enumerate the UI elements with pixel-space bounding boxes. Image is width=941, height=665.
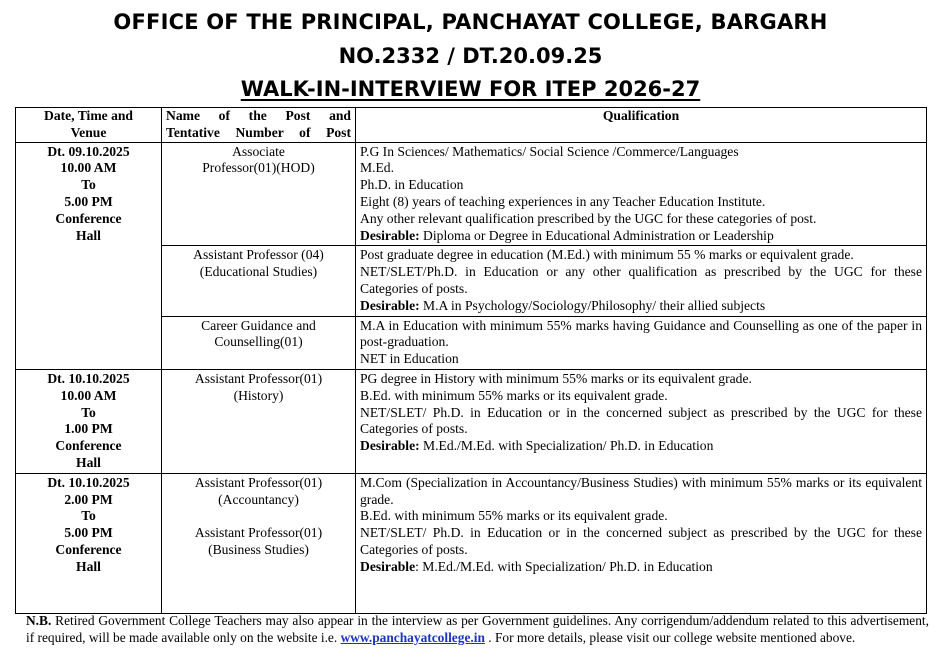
venue-line: 1.00 PM <box>64 421 113 437</box>
header-venue-line: Date, Time and <box>44 108 133 123</box>
table-row <box>16 369 927 473</box>
venue-line: Dt. 10.10.2025 <box>47 370 130 386</box>
venue-line: 5.00 PM <box>64 193 113 209</box>
footnote <box>26 612 929 646</box>
footnote-label: N.B. <box>26 613 52 628</box>
desirable-label: Desirable: <box>360 438 420 454</box>
post-line: (Business Studies) <box>208 542 309 558</box>
qualification-line: PG degree in History with minimum 55% marks or its equivalent grade. <box>360 370 752 386</box>
table-row <box>16 473 927 613</box>
header-post-line: Name of the Post and <box>166 108 351 123</box>
office-title: OFFICE OF THE PRINCIPAL, PANCHAYAT COLLEGE, BARGARH <box>113 10 828 34</box>
qualification-line: NET/SLET/ Ph.D. in Education or in the concerned subject as prescribed by the UGC for these Categories of posts. <box>360 525 922 557</box>
qualification-cell <box>356 246 927 316</box>
post-cell <box>162 316 356 369</box>
qualification-line: NET/SLET/ Ph.D. in Education or in the concerned subject as prescribed by the UGC for these Categories of posts. <box>360 404 922 437</box>
notice-heading <box>0 77 941 101</box>
desirable-line <box>360 559 922 576</box>
post-line: Assistant Professor(01) <box>194 474 323 490</box>
venue-line: Dt. 10.10.2025 <box>47 474 130 490</box>
qualification-line: Post graduate degree in education (M.Ed.) with minimum 55 % marks or equivalent grade. <box>360 247 854 263</box>
venue-line: Conference <box>55 541 122 557</box>
venue-line: 2.00 PM <box>64 491 113 507</box>
venue-line: 10.00 AM <box>60 387 117 403</box>
qualification-cell <box>356 316 927 369</box>
desirable-text: : M.Ed./M.Ed. with Specialization/ Ph.D. in Education <box>415 558 713 574</box>
qualification-line: B.Ed. with minimum 55% marks or its equivalent grade. <box>360 387 668 403</box>
desirable-label: Desirable: <box>360 297 420 313</box>
post-line: (Accountancy) <box>218 491 299 507</box>
qualification-line: NET in Education <box>360 351 459 367</box>
venue-line: Dt. 09.10.2025 <box>47 143 130 159</box>
header-venue <box>16 108 162 143</box>
qualification-line: M.Com (Specialization in Accountancy/Business Studies) with minimum 55% marks or its equivalent grade. <box>360 474 922 507</box>
post-line: (History) <box>233 387 284 403</box>
qualification-cell <box>356 142 927 246</box>
desirable-label: Desirable <box>360 558 416 574</box>
qualification-line: Ph.D. in Education <box>360 177 464 193</box>
qualification-cell <box>356 473 927 613</box>
header-venue-line: Venue <box>70 124 107 140</box>
post-line: Assistant Professor (04) <box>193 247 324 263</box>
header-post <box>162 108 356 143</box>
venue-cell <box>16 369 162 473</box>
venue-cell <box>16 473 162 613</box>
desirable-line <box>360 438 922 455</box>
venue-cell <box>16 142 162 369</box>
website-link[interactable]: www.panchayatcollege.in <box>340 630 485 645</box>
footnote-text-end: . For more details, please visit our college website mentioned above. <box>484 630 856 645</box>
footnote-text: Retired Government College Teachers may also appear in the interview as per Government guidelines. Any corrigendum/addendum related to this advertisement, if required, will be made available only on the website i.e. <box>26 613 929 645</box>
venue-line: To <box>81 177 96 193</box>
notice-number: NO.2332 / DT.20.09.25 <box>338 44 603 68</box>
qualification-line: B.Ed. with minimum 55% marks or its equivalent grade. <box>360 508 668 524</box>
post-line: Assistant Professor(01) <box>194 370 323 386</box>
desirable-line <box>360 298 922 315</box>
venue-line: Conference <box>55 438 122 454</box>
header-qualification: Qualification <box>356 108 927 143</box>
desirable-line <box>360 228 922 245</box>
qualification-line: NET/SLET/Ph.D. in Education or any other qualification as prescribed by the UGC for these Categories of posts. <box>360 264 922 296</box>
post-cell <box>162 369 356 473</box>
post-line: (Educational Studies) <box>199 264 318 280</box>
desirable-text: M.Ed./M.Ed. with Specialization/ Ph.D. in Education <box>419 438 714 454</box>
qualification-cell <box>356 369 927 473</box>
post-cell <box>162 246 356 316</box>
post-line: Professor(01)(HOD) <box>202 160 315 176</box>
qualification-line: M.Ed. <box>360 160 394 176</box>
notice-heading-text: WALK-IN-INTERVIEW FOR ITEP 2026-27 <box>240 77 701 101</box>
header-post-line: Tentative Number of Post <box>166 124 351 140</box>
post-line: Career Guidance and <box>201 317 316 333</box>
venue-line: 10.00 AM <box>60 160 117 176</box>
desirable-text: Diploma or Degree in Educational Administration or Leadership <box>419 227 774 243</box>
interview-table <box>15 107 927 614</box>
venue-line: Hall <box>76 558 101 574</box>
venue-line: 5.00 PM <box>64 525 113 541</box>
qualification-line: P.G In Sciences/ Mathematics/ Social Science /Commerce/Languages <box>360 143 739 159</box>
venue-line: Conference <box>55 210 122 226</box>
post-line: Associate <box>232 143 285 159</box>
desirable-text: M.A in Psychology/Sociology/Philosophy/ their allied subjects <box>419 297 766 313</box>
post-line: Counselling(01) <box>214 334 303 350</box>
qualification-line: Any other relevant qualification prescribed by the UGC for these categories of post. <box>360 210 817 226</box>
desirable-label: Desirable: <box>360 227 420 243</box>
table-header-row <box>16 108 927 143</box>
post-cell <box>162 142 356 246</box>
venue-line: Hall <box>76 454 101 470</box>
venue-line: To <box>81 404 96 420</box>
table-row <box>16 142 927 246</box>
post-cell <box>162 473 356 613</box>
venue-line: Hall <box>76 227 101 243</box>
venue-line: To <box>81 508 96 524</box>
post-line: Assistant Professor(01) <box>194 525 323 541</box>
qualification-line: Eight (8) years of teaching experiences in any Teacher Education Institute. <box>360 193 766 209</box>
qualification-line: M.A in Education with minimum 55% marks having Guidance and Counselling as one of the paper in post-graduation. <box>360 317 922 350</box>
